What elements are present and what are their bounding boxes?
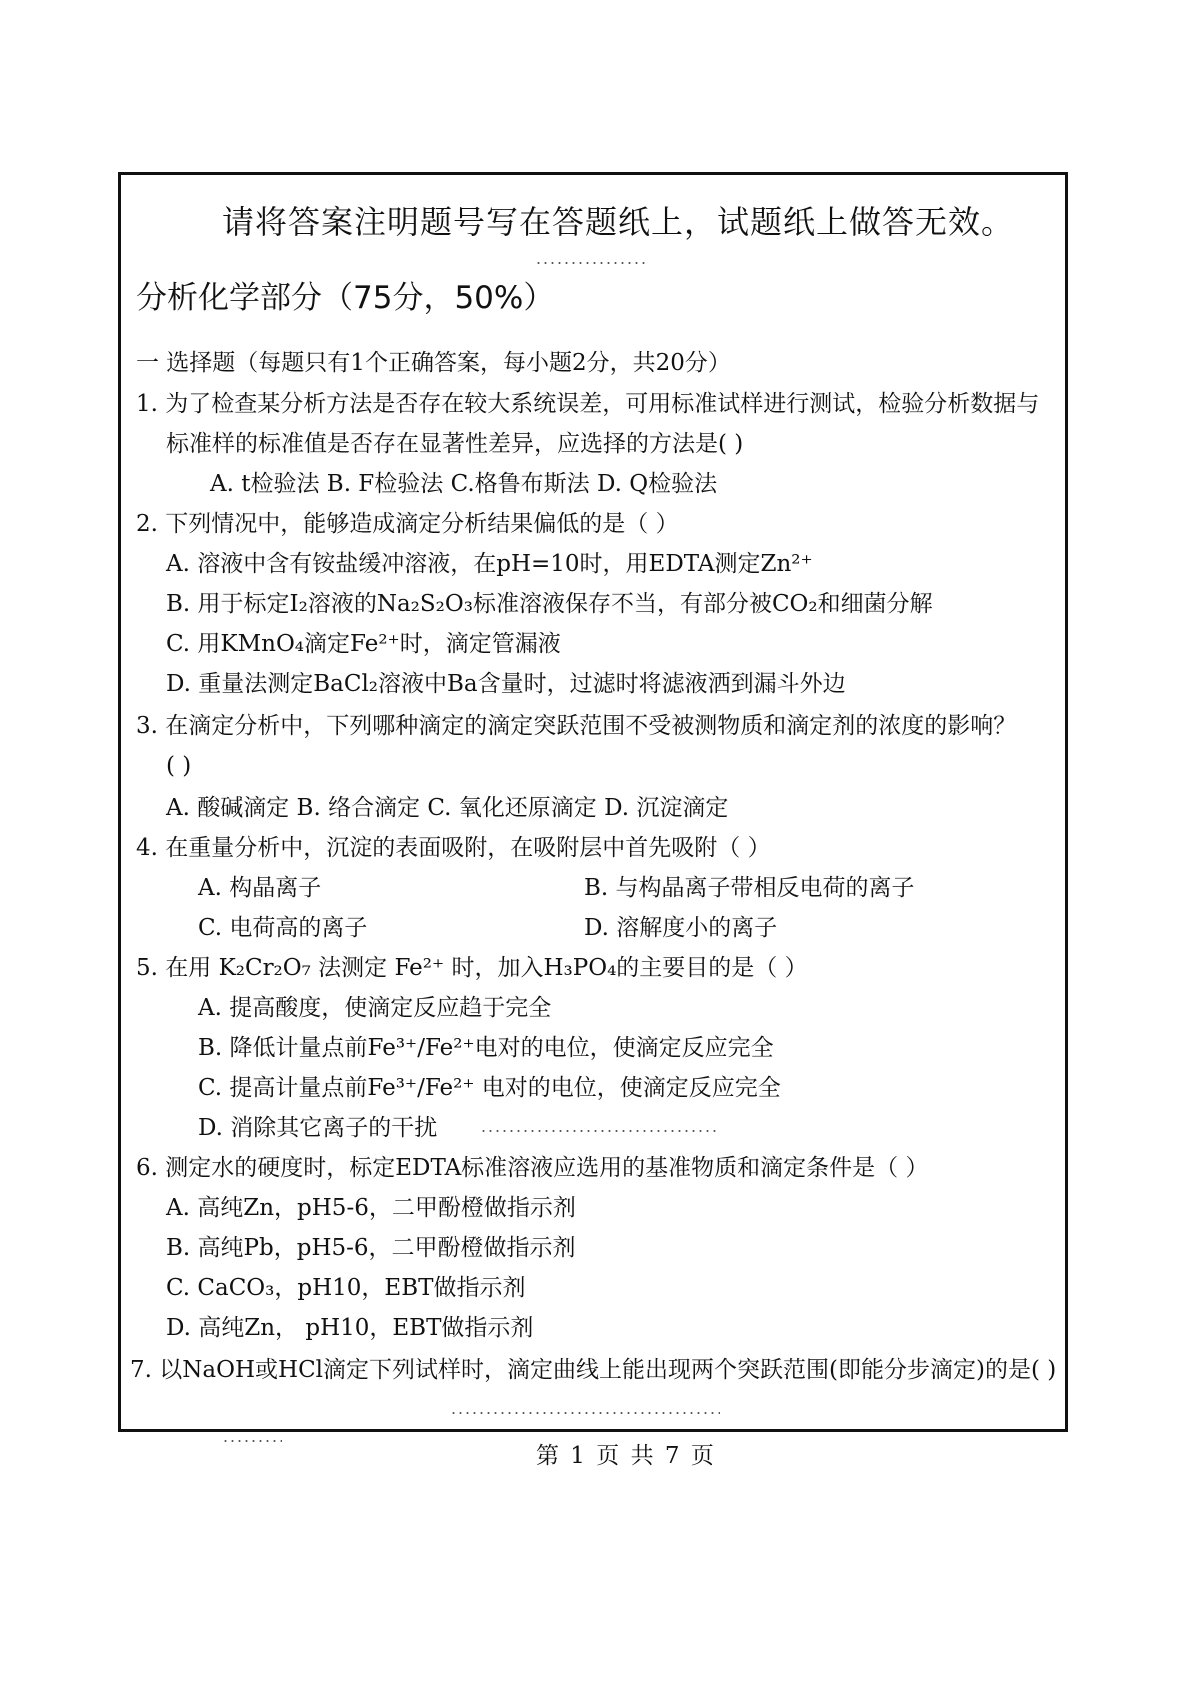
- question-5-option-d: D. 消除其它离子的干扰: [198, 1115, 438, 1141]
- question-2-option-c: C. 用KMnO₄滴定Fe²⁺时，滴定管漏液: [166, 631, 561, 657]
- question-3-blank: ( ): [166, 753, 192, 779]
- question-7-stem: 7. 以NaOH或HCl滴定下列试样时，滴定曲线上能出现两个突跃范围(即能分步滴定)的是( ): [130, 1357, 1057, 1383]
- question-4-option-d: D. 溶解度小的离子: [584, 915, 778, 941]
- question-5-option-b: B. 降低计量点前Fe³⁺/Fe²⁺电对的电位，使滴定反应完全: [198, 1035, 774, 1061]
- section-heading: 分析化学部分（75分，50%）: [136, 280, 555, 316]
- question-2-option-d: D. 重量法测定BaCl₂溶液中Ba含量时，过滤时将滤液洒到漏斗外边: [166, 671, 846, 697]
- scan-noise: [222, 1440, 282, 1442]
- question-6-option-c: C. CaCO₃，pH10，EBT做指示剂: [166, 1275, 526, 1301]
- question-6-stem: 6. 测定水的硬度时，标定EDTA标准溶液应选用的基准物质和滴定条件是（ ）: [136, 1155, 929, 1181]
- question-6-option-a: A. 高纯Zn，pH5-6，二甲酚橙做指示剂: [166, 1195, 576, 1221]
- scan-noise: [450, 1412, 720, 1414]
- question-5-option-c: C. 提高计量点前Fe³⁺/Fe²⁺ 电对的电位，使滴定反应完全: [198, 1075, 781, 1101]
- question-3-options: A. 酸碱滴定 B. 络合滴定 C. 氧化还原滴定 D. 沉淀滴定: [166, 795, 729, 821]
- page-number: 第 1 页 共 7 页: [536, 1443, 716, 1469]
- question-5-stem: 5. 在用 K₂Cr₂O₇ 法测定 Fe²⁺ 时，加入H₃PO₄的主要目的是（ ）: [136, 955, 808, 981]
- question-6-option-d: D. 高纯Zn， pH10，EBT做指示剂: [166, 1315, 534, 1341]
- question-5-option-a: A. 提高酸度，使滴定反应趋于完全: [198, 995, 552, 1021]
- question-4-option-a: A. 构晶离子: [198, 875, 322, 901]
- question-4-option-b: B. 与构晶离子带相反电荷的离子: [584, 875, 915, 901]
- part-heading: 一 选择题（每题只有1个正确答案，每小题2分，共20分）: [136, 350, 731, 376]
- question-1-stem-line2: 标准样的标准值是否存在显著性差异，应选择的方法是( ): [166, 431, 744, 457]
- question-4-stem: 4. 在重量分析中，沉淀的表面吸附，在吸附层中首先吸附（ ）: [136, 835, 771, 861]
- question-2-option-b: B. 用于标定I₂溶液的Na₂S₂O₃标准溶液保存不当，有部分被CO₂和细菌分解: [166, 591, 933, 617]
- instruction-title: 请将答案注明题号写在答题纸上，试题纸上做答无效。: [222, 203, 1015, 241]
- question-1-stem-line1: 1. 为了检查某分析方法是否存在较大系统误差，可用标准试样进行测试，检验分析数据与: [136, 391, 1040, 417]
- question-1-options: A. t检验法 B. F检验法 C.格鲁布斯法 D. Q检验法: [210, 471, 718, 497]
- question-2-option-a: A. 溶液中含有铵盐缓冲溶液，在pH=10时，用EDTA测定Zn²⁺: [166, 551, 813, 577]
- scan-noise: [535, 262, 645, 264]
- scan-noise: [480, 1130, 720, 1132]
- question-6-option-b: B. 高纯Pb，pH5-6，二甲酚橙做指示剂: [166, 1235, 576, 1261]
- question-2-stem: 2. 下列情况中，能够造成滴定分析结果偏低的是（ ）: [136, 511, 679, 537]
- question-3-stem: 3. 在滴定分析中，下列哪种滴定的滴定突跃范围不受被测物质和滴定剂的浓度的影响？: [136, 713, 1017, 739]
- question-4-option-c: C. 电荷高的离子: [198, 915, 368, 941]
